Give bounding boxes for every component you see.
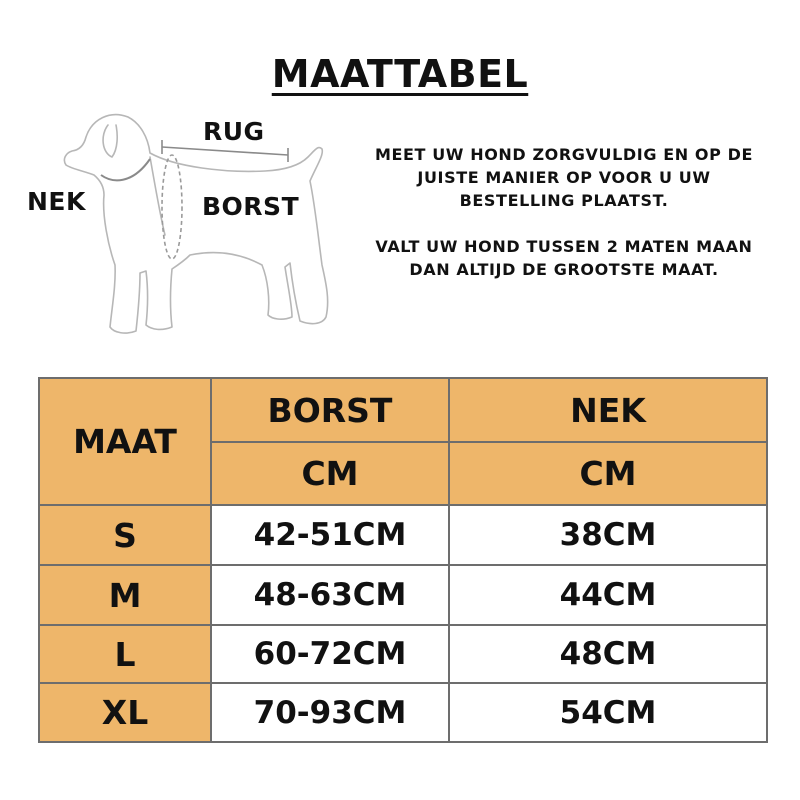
instruction-paragraph-1: MEET UW HOND ZORGVULDIG EN OP DE JUISTE MANIER OP VOOR U UW BESTELLING PLAATST. — [374, 145, 754, 210]
table-row — [39, 565, 767, 625]
maat-header: MAAT — [39, 378, 211, 505]
instruction-paragraph-2: VALT UW HOND TUSSEN 2 MATEN MAAN DAN ALTIJD DE GROOTSTE MAAT. — [375, 237, 753, 279]
borst-value-cell: 60-72CM — [211, 625, 449, 683]
rug-label: RUG — [203, 117, 265, 146]
nek-value-cell: 44CM — [449, 565, 767, 625]
size-cell: L — [39, 625, 211, 683]
borst-header: BORST — [211, 378, 449, 442]
size-chart-table — [38, 377, 768, 743]
borst-unit-header: CM — [211, 442, 449, 505]
borst-value-cell: 48-63CM — [211, 565, 449, 625]
borst-value-cell: 70-93CM — [211, 683, 449, 742]
neck-measure-line — [101, 159, 150, 180]
size-cell: S — [39, 505, 211, 565]
table-row — [39, 683, 767, 742]
dog-measurement-diagram — [0, 95, 360, 355]
page-title: MAATTABEL — [271, 52, 529, 96]
table-row — [39, 625, 767, 683]
measurement-instructions — [368, 143, 760, 304]
dog-outline-icon — [0, 95, 360, 355]
nek-header: NEK — [449, 378, 767, 442]
size-cell: M — [39, 565, 211, 625]
nek-value-cell: 54CM — [449, 683, 767, 742]
table-row — [39, 505, 767, 565]
size-cell: XL — [39, 683, 211, 742]
borst-label: BORST — [202, 192, 300, 221]
borst-value-cell: 42-51CM — [211, 505, 449, 565]
nek-value-cell: 38CM — [449, 505, 767, 565]
nek-value-cell: 48CM — [449, 625, 767, 683]
chest-measure-line — [162, 155, 182, 259]
nek-unit-header: CM — [449, 442, 767, 505]
nek-label: NEK — [27, 187, 86, 216]
